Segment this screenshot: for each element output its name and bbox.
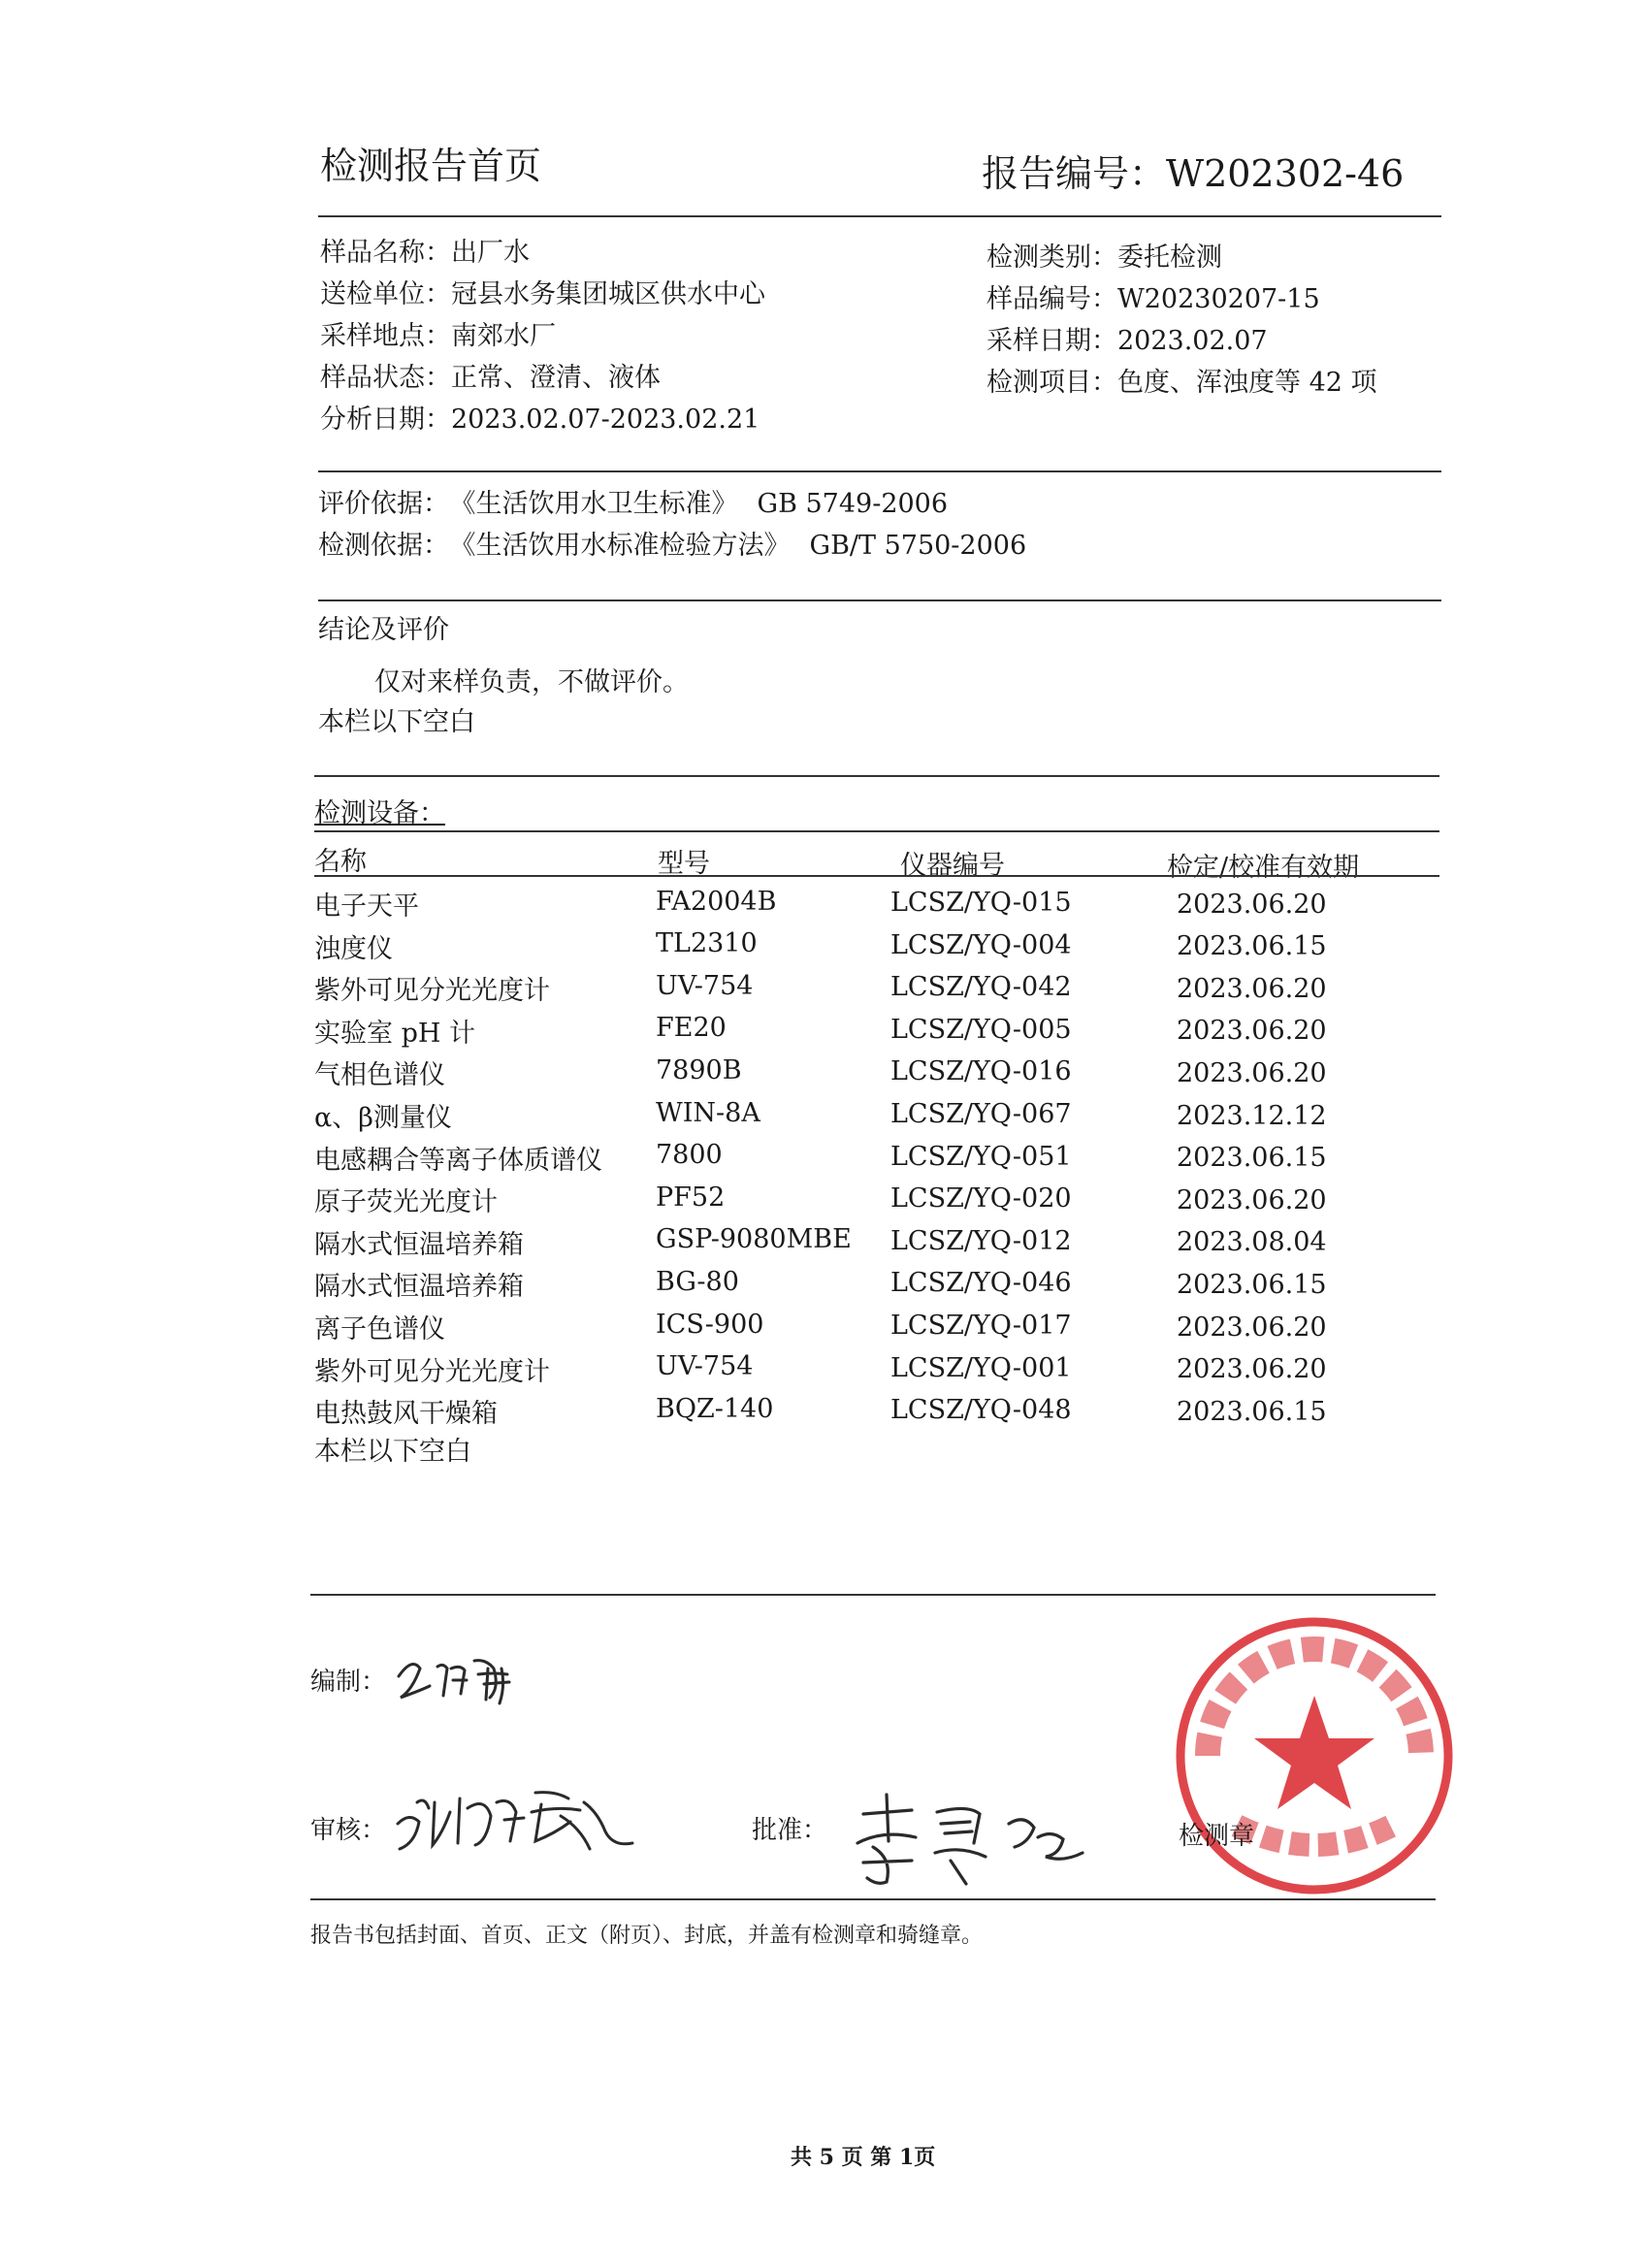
equipment-model: BG-80 — [656, 1267, 739, 1297]
table-header-rule — [314, 875, 1439, 877]
column-header-validity: 检定/校准有效期 — [1167, 853, 1360, 883]
test-items-field — [986, 361, 1377, 399]
field-value: 正常、澄清、液体 — [451, 363, 661, 393]
equipment-name: 隔水式恒温培养箱 — [314, 1272, 524, 1302]
equipment-model: PF52 — [656, 1183, 726, 1213]
equipment-model: FA2004B — [656, 887, 777, 917]
equipment-model: TL2310 — [656, 928, 758, 958]
equipment-validity: 2023.06.20 — [1177, 1016, 1327, 1046]
prepared-by-signature — [393, 1639, 529, 1707]
equipment-instrument-number: LCSZ/YQ-005 — [890, 1015, 1072, 1045]
equipment-name: 电热鼓风干燥箱 — [314, 1399, 498, 1429]
column-header-instrument-number: 仪器编号 — [900, 851, 1005, 881]
equipment-name: 电感耦合等离子体质谱仪 — [314, 1146, 602, 1176]
document-title: 检测报告首页 — [320, 145, 542, 187]
equipment-name: 实验室 pH 计 — [314, 1019, 475, 1049]
equipment-name: 浊度仪 — [314, 934, 393, 964]
equipment-instrument-number: LCSZ/YQ-016 — [890, 1056, 1072, 1086]
field-label: 检测依据： — [318, 531, 449, 561]
equipment-validity: 2023.06.15 — [1177, 1397, 1327, 1427]
submitting-unit-field — [320, 273, 765, 310]
test-standard-name: 《生活饮用水标准检验方法》 — [463, 531, 791, 561]
equipment-model: 7800 — [656, 1140, 723, 1170]
sampling-date-field — [986, 319, 1268, 357]
equipment-name: 电子天平 — [314, 891, 419, 922]
evaluation-basis — [318, 482, 948, 520]
footer-note: 报告书包括封面、首页、正文（附页）、封底，并盖有检测章和骑缝章。 — [310, 1924, 984, 1948]
equipment-model: 7890B — [656, 1055, 742, 1085]
field-value: 2023.02.07-2023.02.21 — [451, 405, 760, 435]
divider — [310, 1594, 1436, 1596]
field-value: 委托检测 — [1117, 243, 1222, 273]
equipment-name: α、β测量仪 — [314, 1103, 452, 1133]
evaluation-standard-name: 《生活饮用水卫生标准》 — [463, 489, 738, 519]
equipment-validity: 2023.06.15 — [1177, 1143, 1327, 1173]
equipment-instrument-number: LCSZ/YQ-051 — [890, 1142, 1072, 1172]
field-label: 送检单位： — [320, 279, 451, 309]
equipment-instrument-number: LCSZ/YQ-020 — [890, 1183, 1072, 1214]
divider — [318, 215, 1441, 217]
divider — [310, 1898, 1436, 1900]
field-label: 检测类别： — [986, 243, 1117, 273]
equipment-heading: 检测设备： — [314, 798, 445, 828]
divider — [318, 599, 1441, 601]
reviewed-by-signature — [390, 1773, 652, 1861]
field-value: 出厂水 — [451, 238, 530, 268]
seal-label: 检测章 — [1179, 1822, 1255, 1851]
field-label: 评价依据： — [318, 489, 449, 519]
equipment-name: 紫外可见分光光度计 — [314, 1357, 550, 1387]
field-value: 冠县水务集团城区供水中心 — [451, 279, 765, 309]
equipment-model: WIN-8A — [656, 1098, 760, 1128]
equipment-name: 原子荧光光度计 — [314, 1187, 498, 1217]
conclusion-text: 仅对来样负责，不做评价。 — [374, 667, 689, 697]
equipment-validity: 2023.06.20 — [1177, 1185, 1327, 1215]
conclusion-heading: 结论及评价 — [318, 615, 449, 645]
equipment-model: ICS-900 — [656, 1310, 764, 1340]
report-number-label: 报告编号： — [982, 152, 1167, 195]
equipment-model: GSP-9080MBE — [656, 1224, 852, 1254]
test-basis — [318, 524, 1026, 562]
report-number — [982, 144, 1404, 197]
reviewed-by-label: 审核： — [310, 1816, 387, 1845]
field-label: 样品名称： — [320, 238, 451, 268]
equipment-validity: 2023.06.20 — [1177, 1058, 1327, 1088]
equipment-instrument-number: LCSZ/YQ-048 — [890, 1395, 1072, 1425]
equipment-validity: 2023.06.20 — [1177, 1354, 1327, 1384]
field-value: 2023.02.07 — [1117, 326, 1268, 356]
equipment-validity: 2023.06.20 — [1177, 1312, 1327, 1343]
equipment-validity: 2023.06.20 — [1177, 890, 1327, 920]
equipment-instrument-number: LCSZ/YQ-042 — [890, 972, 1072, 1002]
field-label: 分析日期： — [320, 405, 451, 435]
equipment-validity: 2023.06.15 — [1177, 1270, 1327, 1300]
sample-state-field — [320, 356, 661, 394]
analysis-date-field — [320, 398, 760, 436]
field-label: 采样日期： — [986, 326, 1117, 356]
equipment-model: BQZ-140 — [656, 1394, 774, 1424]
equipment-name: 气相色谱仪 — [314, 1060, 445, 1090]
field-label: 检测项目： — [986, 368, 1117, 398]
equipment-model: FE20 — [656, 1013, 727, 1043]
approved-by-signature — [844, 1785, 1106, 1892]
field-value: 南郊水厂 — [451, 321, 556, 351]
column-header-model: 型号 — [658, 849, 710, 879]
column-header-name: 名称 — [314, 847, 367, 877]
test-category-field — [986, 236, 1222, 274]
evaluation-standard-code: GB 5749-2006 — [757, 489, 949, 519]
field-value: 色度、浑浊度等 42 项 — [1117, 368, 1377, 398]
equipment-name: 隔水式恒温培养箱 — [314, 1230, 524, 1260]
equipment-instrument-number: LCSZ/YQ-017 — [890, 1311, 1072, 1341]
sample-name-field — [320, 231, 530, 269]
equipment-validity: 2023.08.04 — [1177, 1227, 1327, 1257]
approved-by-label: 批准： — [752, 1816, 828, 1845]
field-label: 采样地点： — [320, 321, 451, 351]
equipment-validity: 2023.12.12 — [1177, 1101, 1327, 1131]
equipment-blank-note: 本栏以下空白 — [314, 1437, 471, 1467]
divider — [314, 775, 1439, 777]
equipment-name: 离子色谱仪 — [314, 1314, 445, 1345]
equipment-validity: 2023.06.15 — [1177, 931, 1327, 961]
sample-number-field — [986, 277, 1320, 315]
test-standard-code: GB/T 5750-2006 — [809, 531, 1027, 561]
divider — [314, 830, 1439, 832]
equipment-model: UV-754 — [656, 1351, 754, 1381]
field-label: 样品状态： — [320, 363, 451, 393]
conclusion-blank-note: 本栏以下空白 — [318, 707, 475, 737]
equipment-instrument-number: LCSZ/YQ-015 — [890, 888, 1072, 918]
equipment-validity: 2023.06.20 — [1177, 974, 1327, 1004]
divider — [318, 470, 1441, 472]
field-label: 样品编号： — [986, 284, 1117, 314]
equipment-instrument-number: LCSZ/YQ-001 — [890, 1353, 1072, 1383]
report-number-value: W202302-46 — [1166, 152, 1405, 195]
equipment-instrument-number: LCSZ/YQ-046 — [890, 1268, 1072, 1298]
equipment-name: 紫外可见分光光度计 — [314, 976, 550, 1006]
page-indicator: 共 5 页 第 1页 — [791, 2145, 936, 2170]
field-value: W20230207-15 — [1117, 284, 1320, 314]
inspection-seal-stamp — [1169, 1610, 1460, 1901]
equipment-instrument-number: LCSZ/YQ-067 — [890, 1099, 1072, 1129]
sampling-site-field — [320, 314, 556, 352]
equipment-instrument-number: LCSZ/YQ-004 — [890, 930, 1072, 960]
prepared-by-label: 编制： — [310, 1668, 387, 1697]
equipment-model: UV-754 — [656, 971, 754, 1001]
equipment-instrument-number: LCSZ/YQ-012 — [890, 1226, 1072, 1256]
